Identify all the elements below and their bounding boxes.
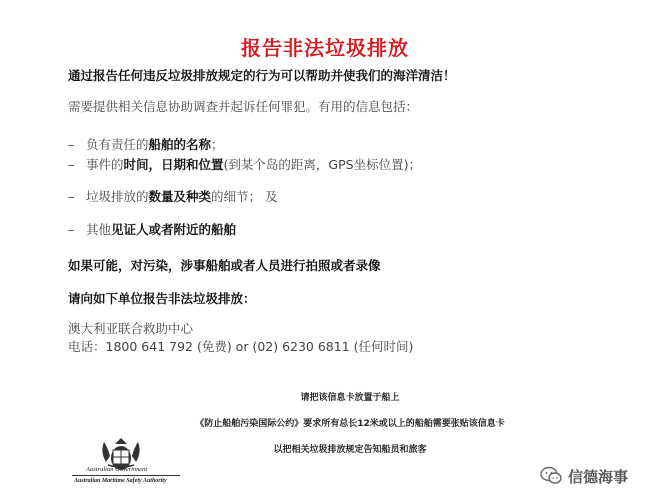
bullet: – [68,137,75,152]
report-to-heading: 请向如下单位报告非法垃圾排放： [68,291,256,306]
logo-agency: Australian Maritime Safety Authority [74,478,167,484]
list-item-witness [68,222,236,238]
list-item-quantity-type [68,189,278,205]
item2-post: (到某个岛的距离，GPS坐标位置)； [223,157,421,172]
item2-bold: 时间，日期和位置 [123,157,224,172]
item3-bold: 数量及种类 [148,189,212,204]
info-needed-text: 需要提供相关信息协助调查并起诉任何罪犯。有用的信息包括： [68,99,419,114]
footer-line-3: 以把相关垃圾排放规定告知船员和旅客 [273,445,427,455]
bullet: – [68,189,75,204]
phone-text: 电话：1800 641 792 (免费) or (02) 6230 6811 (任何时间) [68,339,414,354]
item3-post: 的细节； 及 [211,189,278,204]
item1-post: ； [211,137,224,152]
item1-pre: 负有责任的 [86,137,149,152]
photo-note: 如果可能，对污染，涉事船舶或者人员进行拍照或者录像 [68,258,381,273]
item4-pre: 其他 [86,222,112,237]
org-name: 澳大利亚联合救助中心 [68,321,194,336]
logo-divider [72,475,180,476]
list-item-time-location [68,157,421,173]
bullet: – [68,157,75,172]
coat-of-arms-icon [66,432,206,496]
footer-line-2: 《防止船舶污染国际公约》要求所有总长12米或以上的船舶需要张贴该信息卡 [195,419,505,429]
logo-government: Australian Government [86,466,148,473]
document-title: 报告非法垃圾排放 [241,36,409,60]
bullet: – [68,222,75,237]
intro-text: 通过报告任何违反垃圾排放规定的行为可以帮助并使我们的海洋清洁！ [68,68,456,83]
watermark [540,464,628,488]
item3-pre: 垃圾排放的 [86,189,149,204]
item4-bold: 见证人或者附近的船舶 [111,222,237,237]
wechat-icon [540,466,562,486]
list-item-vessel-name [68,137,224,153]
item1-bold: 船舶的名称 [148,137,212,152]
footer-line-1: 请把该信息卡放置于船上 [300,393,400,403]
item2-pre: 事件的 [86,157,124,172]
watermark-text: 信德海事 [568,467,629,486]
